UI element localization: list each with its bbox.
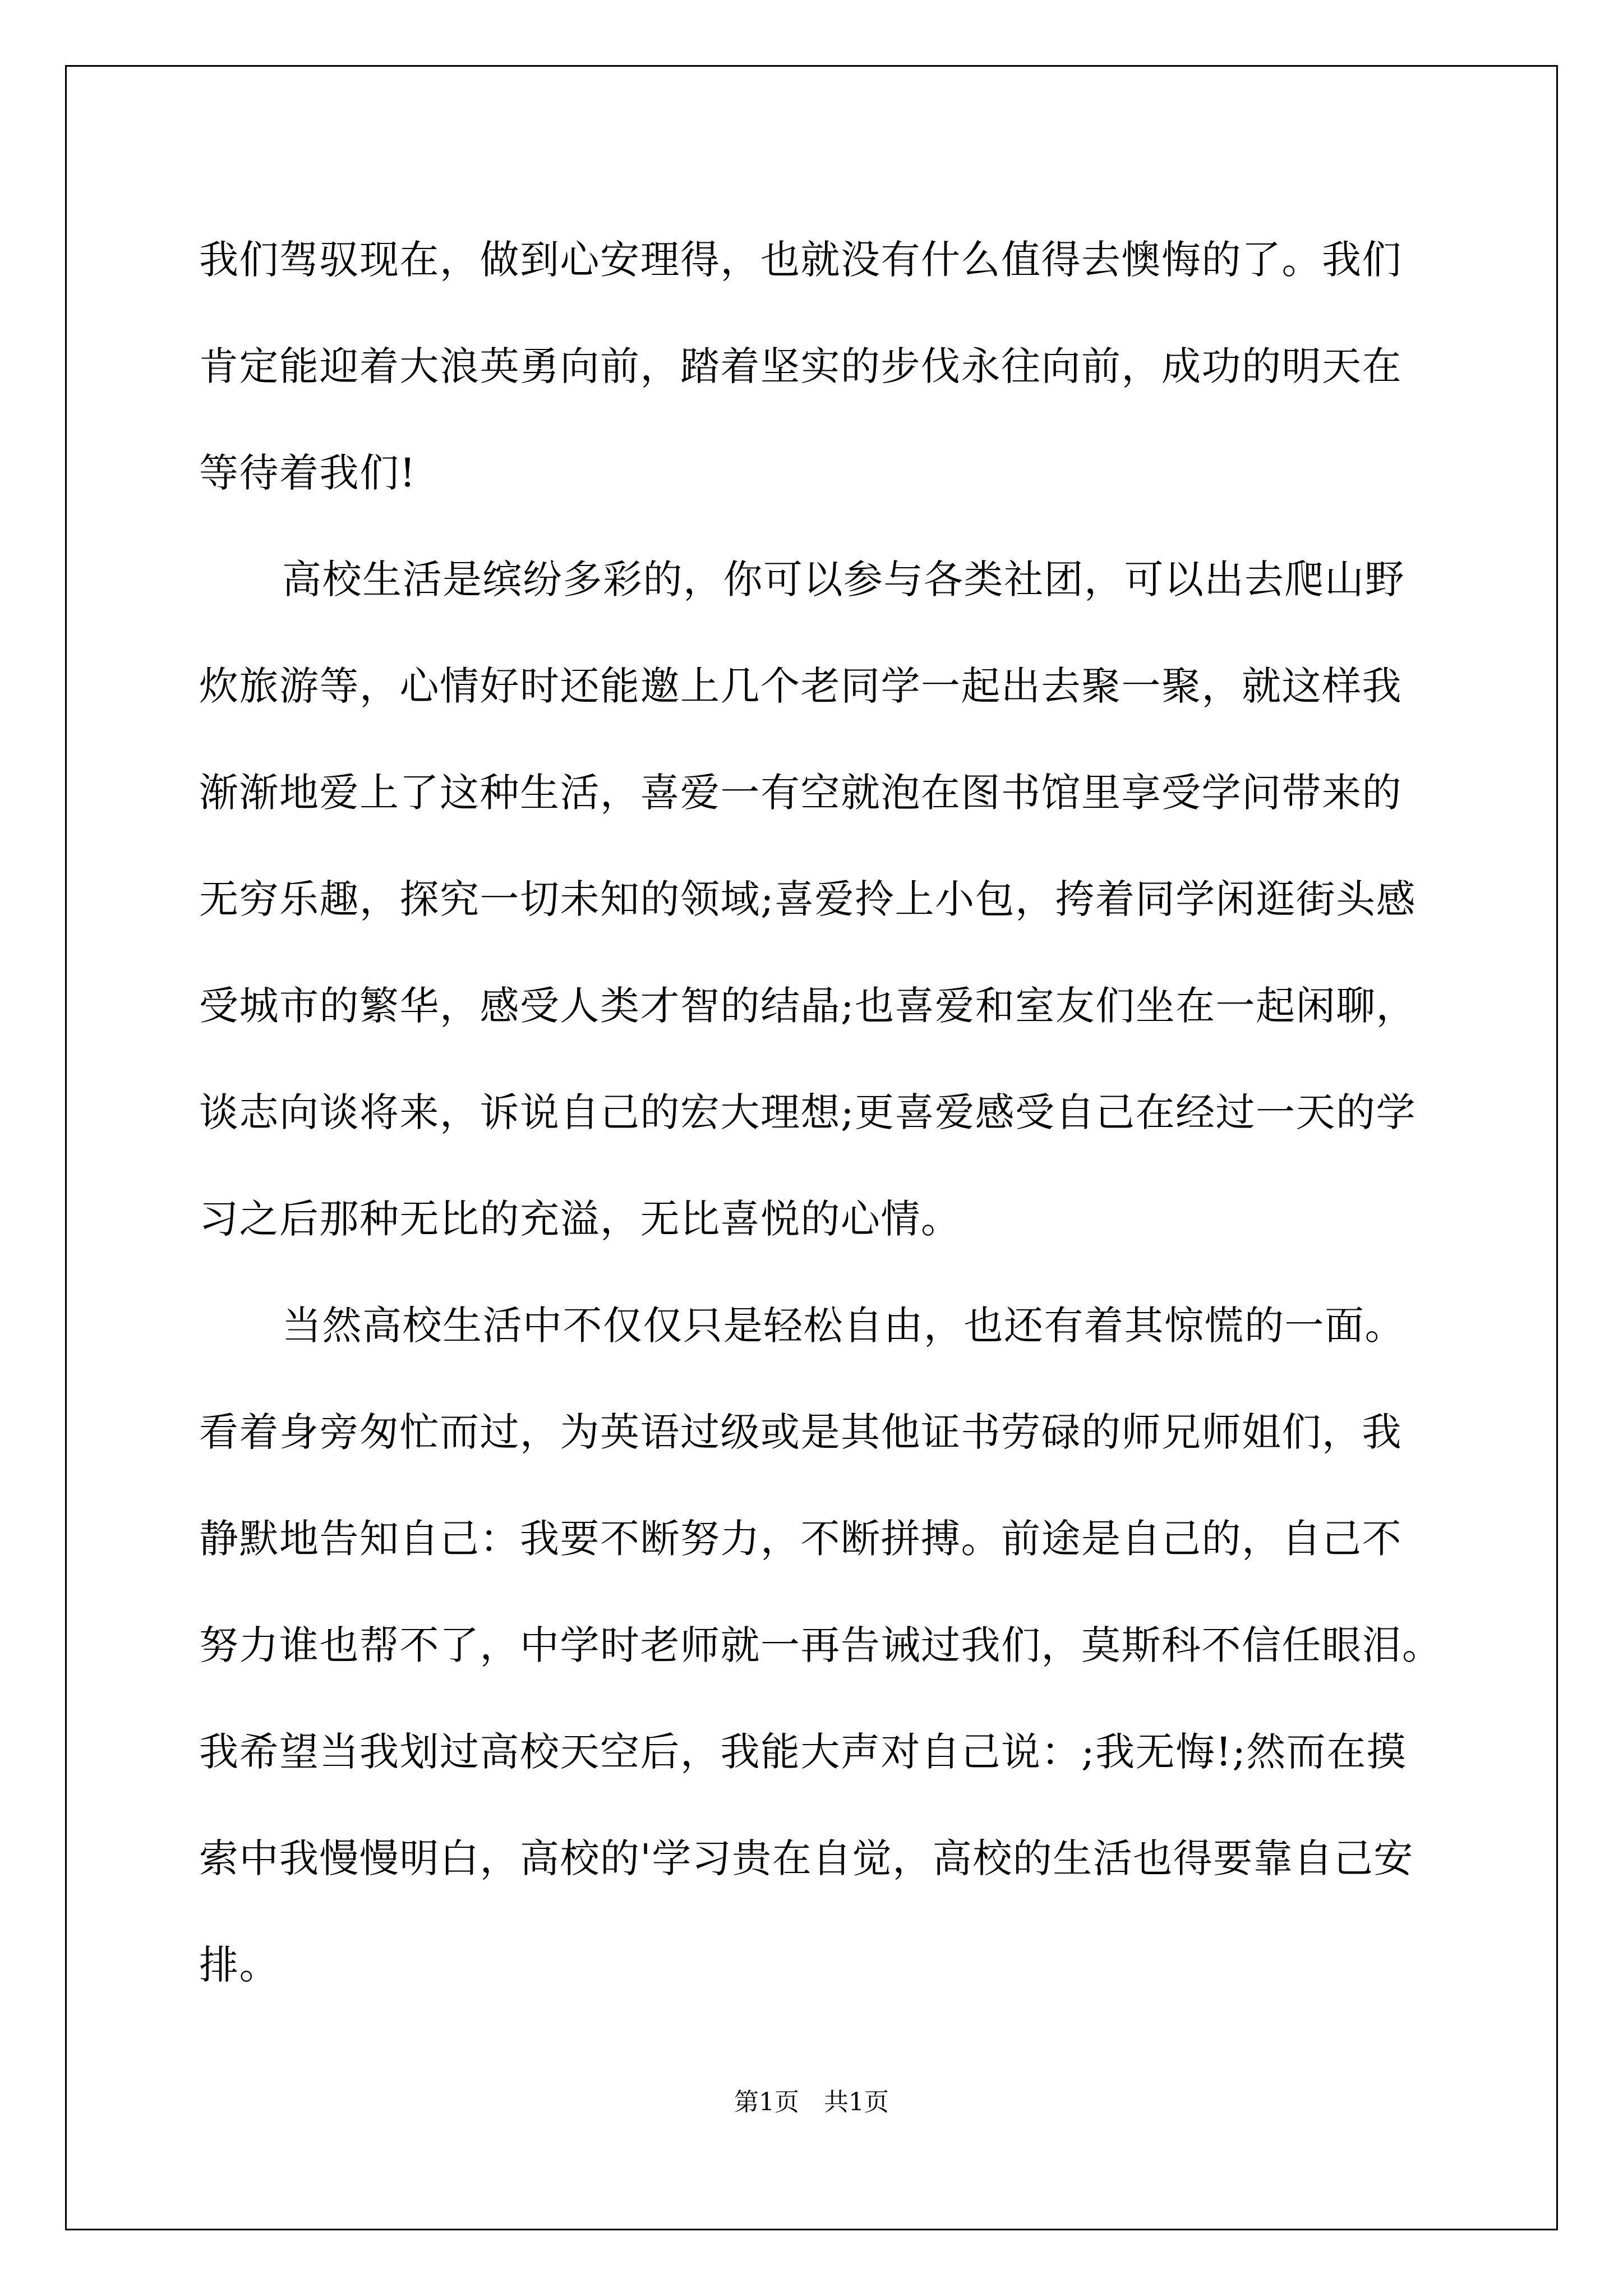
text-line: 排。 (199, 1942, 279, 1988)
text-line: 等待着我们! (199, 450, 417, 496)
page-footer: 第1页 共1页 (734, 2088, 889, 2116)
text-line: 我希望当我划过高校天空后，我能大声对自己说：;我无悔!;然而在摸 (199, 1729, 1407, 1775)
document-body (199, 206, 1442, 2018)
text-line: 静默地告知自己：我要不断努力，不断拼搏。前途是自己的，自己不 (199, 1516, 1402, 1562)
text-line: 肯定能迎着大浪英勇向前，踏着坚实的步伐永往向前，成功的明天在 (199, 343, 1402, 389)
text-line: 看着身旁匆忙而过，为英语过级或是其他证书劳碌的师兄师姐们，我 (199, 1409, 1402, 1455)
text-line: 炊旅游等，心情好时还能邀上几个老同学一起出去聚一聚，就这样我 (199, 663, 1402, 709)
text-line: 渐渐地爱上了这种生活，喜爱一有空就泡在图书馆里享受学问带来的 (199, 770, 1402, 816)
text-line: 高校生活是缤纷多彩的，你可以参与各类社团，可以出去爬山野 (282, 556, 1405, 602)
text-line: 我们驾驭现在，做到心安理得，也就没有什么值得去懊悔的了。我们 (199, 237, 1402, 283)
text-line: 谈志向谈将来，诉说自己的宏大理想;更喜爱感受自己在经过一天的学 (199, 1089, 1417, 1135)
text-line: 当然高校生活中不仅仅只是轻松自由，也还有着其惊慌的一面。 (282, 1303, 1405, 1349)
text-line: 索中我慢慢明白，高校的'学习贵在自觉，高校的生活也得要靠自己安 (199, 1835, 1414, 1881)
text-line: 习之后那种无比的充溢，无比喜悦的心情。 (199, 1196, 961, 1242)
text-line: 努力谁也帮不了，中学时老师就一再告诫过我们，莫斯科不信任眼泪。 (199, 1622, 1442, 1668)
text-line: 无穷乐趣，探究一切未知的领域;喜爱拎上小包，挎着同学闲逛街头感 (199, 876, 1417, 922)
text-line: 受城市的繁华，感受人类才智的结晶;也喜爱和室友们坐在一起闲聊， (199, 983, 1417, 1029)
